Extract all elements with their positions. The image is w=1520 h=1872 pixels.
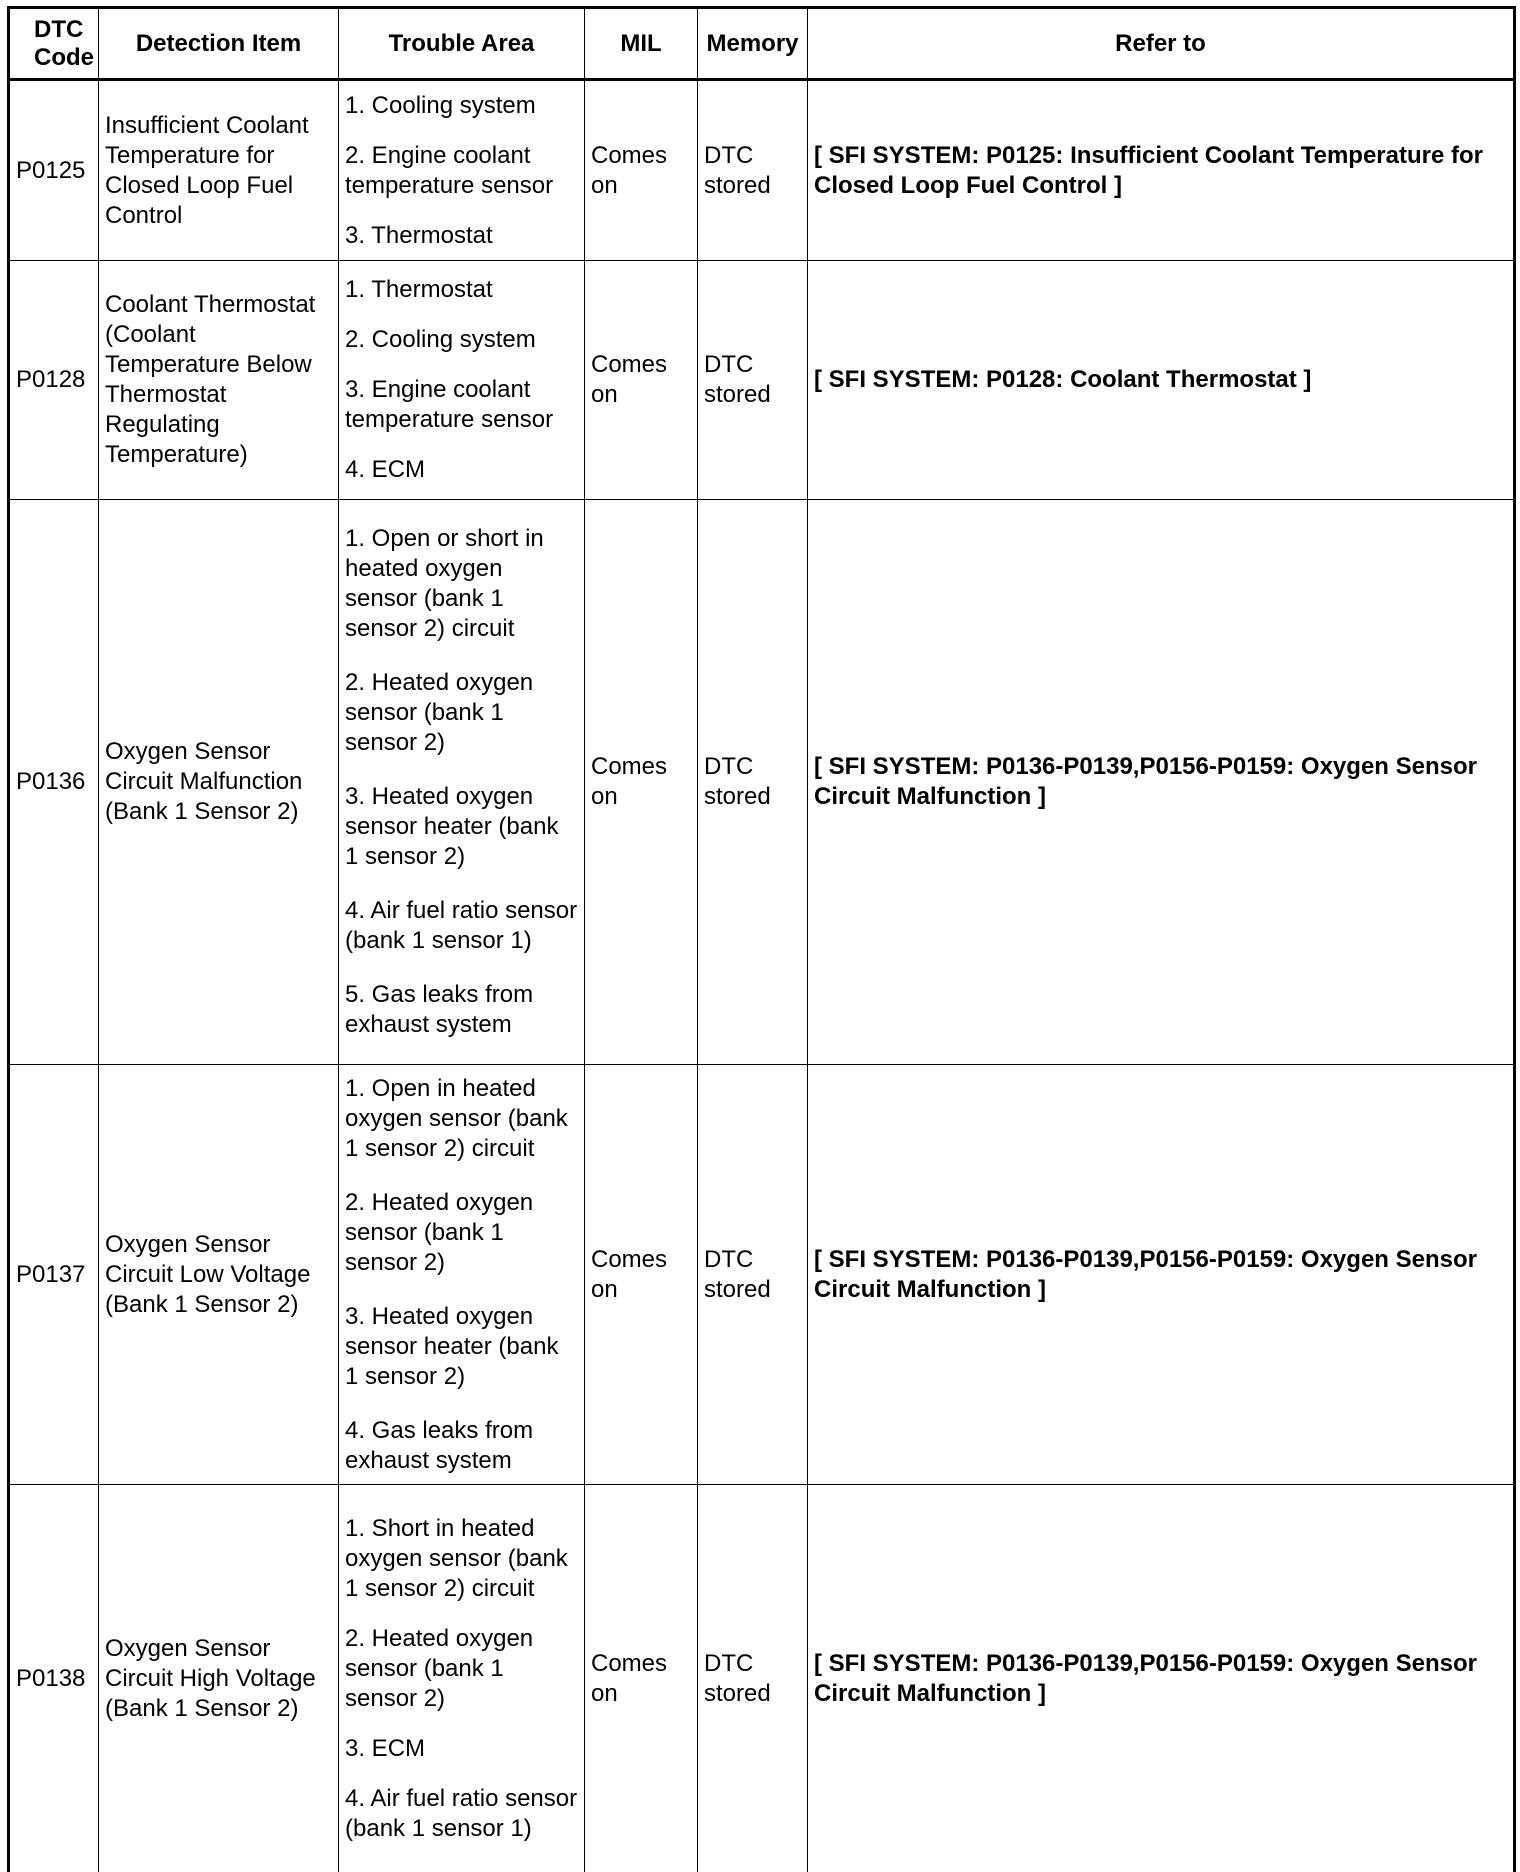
memory-cell: DTC stored (698, 500, 808, 1065)
trouble-area-item: 2. Heated oxygen sensor (bank 1 sensor 2) (345, 1188, 534, 1276)
trouble-area-item: 4. Gas leaks from exhaust system (345, 1416, 534, 1474)
refer-to-cell: [ SFI SYSTEM: P0136-P0139,P0156-P0159: Oxygen Sensor Circuit Malfunction ] (808, 1065, 1515, 1485)
trouble-area-cell (339, 261, 585, 500)
refer-to-cell: [ SFI SYSTEM: P0125: Insufficient Coolant Temperature for Closed Loop Fuel Control ] (808, 80, 1515, 261)
refer-to-cell: [ SFI SYSTEM: P0136-P0139,P0156-P0159: Oxygen Sensor Circuit Malfunction ] (808, 500, 1515, 1065)
trouble-area-item: 2. Engine coolant temperature sensor (345, 141, 554, 199)
trouble-area-item: 3. Engine coolant temperature sensor (345, 376, 554, 433)
trouble-area-list (345, 275, 578, 485)
detection-item-cell: Oxygen Sensor Circuit Low Voltage (Bank 1 Sensor 2) (99, 1065, 339, 1485)
trouble-area-item: 1. Cooling system (345, 91, 536, 119)
mil-cell: Comes on (585, 80, 698, 261)
header-trouble-area: Trouble Area (339, 8, 585, 80)
trouble-area-list (345, 1514, 578, 1844)
header-memory: Memory (698, 8, 808, 80)
memory-cell: DTC stored (698, 80, 808, 261)
detection-item-cell: Oxygen Sensor Circuit High Voltage (Bank 1 Sensor 2) (99, 1485, 339, 1872)
header-dtc-code: DTC Code (9, 8, 99, 80)
trouble-area-cell (339, 80, 585, 261)
trouble-area-item: 4. Air fuel ratio sensor (bank 1 sensor 1) (345, 1785, 578, 1842)
trouble-area-cell (339, 500, 585, 1065)
trouble-area-item: 1. Thermostat (345, 276, 493, 303)
trouble-area-item: 5. Gas leaks from exhaust system (345, 981, 534, 1038)
table-row (9, 261, 1515, 500)
trouble-area-item: 4. Air fuel ratio sensor (bank 1 sensor 1) (345, 897, 578, 954)
trouble-area-list (345, 1074, 578, 1476)
mil-cell: Comes on (585, 1485, 698, 1872)
header-mil: MIL (585, 8, 698, 80)
table-row (9, 500, 1515, 1065)
trouble-area-item: 2. Heated oxygen sensor (bank 1 sensor 2) (345, 1625, 534, 1712)
header-refer-to: Refer to (808, 8, 1515, 80)
mil-cell: Comes on (585, 261, 698, 500)
mil-cell: Comes on (585, 1065, 698, 1485)
refer-to-cell: [ SFI SYSTEM: P0128: Coolant Thermostat ] (808, 261, 1515, 500)
trouble-area-list (345, 91, 578, 251)
dtc-code-cell: P0136 (9, 500, 99, 1065)
dtc-code-cell: P0125 (9, 80, 99, 261)
trouble-area-item: 2. Cooling system (345, 326, 536, 353)
dtc-code-cell: P0138 (9, 1485, 99, 1872)
detection-item-cell: Oxygen Sensor Circuit Malfunction (Bank 1 Sensor 2) (99, 500, 339, 1065)
memory-cell: DTC stored (698, 1065, 808, 1485)
trouble-area-cell (339, 1065, 585, 1485)
detection-item-cell: Insufficient Coolant Temperature for Closed Loop Fuel Control (99, 80, 339, 261)
trouble-area-item: 1. Open in heated oxygen sensor (bank 1 sensor 2) circuit (345, 1074, 568, 1162)
memory-cell: DTC stored (698, 1485, 808, 1872)
mil-cell: Comes on (585, 500, 698, 1065)
trouble-area-item: 4. ECM (345, 456, 426, 483)
table-row (9, 1485, 1515, 1872)
table-header (9, 8, 1515, 80)
trouble-area-item: 3. ECM (345, 1735, 426, 1762)
header-row (9, 8, 1515, 80)
table-body (9, 80, 1515, 1872)
table-row (9, 1065, 1515, 1485)
trouble-area-list (345, 524, 578, 1040)
dtc-code-cell: P0137 (9, 1065, 99, 1485)
detection-item-cell: Coolant Thermostat (Coolant Temperature Below Thermostat Regulating Temperature) (99, 261, 339, 500)
trouble-area-item: 3. Thermostat (345, 221, 493, 249)
trouble-area-item: 1. Short in heated oxygen sensor (bank 1 sensor 2) circuit (345, 1515, 568, 1602)
trouble-area-item: 3. Heated oxygen sensor heater (bank 1 sensor 2) (345, 783, 559, 870)
trouble-area-item: 1. Open or short in heated oxygen sensor (bank 1 sensor 2) circuit (345, 525, 544, 642)
trouble-area-cell (339, 1485, 585, 1872)
header-detection-item: Detection Item (99, 8, 339, 80)
dtc-table (7, 6, 1516, 1872)
trouble-area-item: 2. Heated oxygen sensor (bank 1 sensor 2) (345, 669, 534, 756)
dtc-code-cell: P0128 (9, 261, 99, 500)
table-row (9, 80, 1515, 261)
trouble-area-item: 3. Heated oxygen sensor heater (bank 1 sensor 2) (345, 1302, 559, 1390)
memory-cell: DTC stored (698, 261, 808, 500)
refer-to-cell: [ SFI SYSTEM: P0136-P0139,P0156-P0159: Oxygen Sensor Circuit Malfunction ] (808, 1485, 1515, 1872)
